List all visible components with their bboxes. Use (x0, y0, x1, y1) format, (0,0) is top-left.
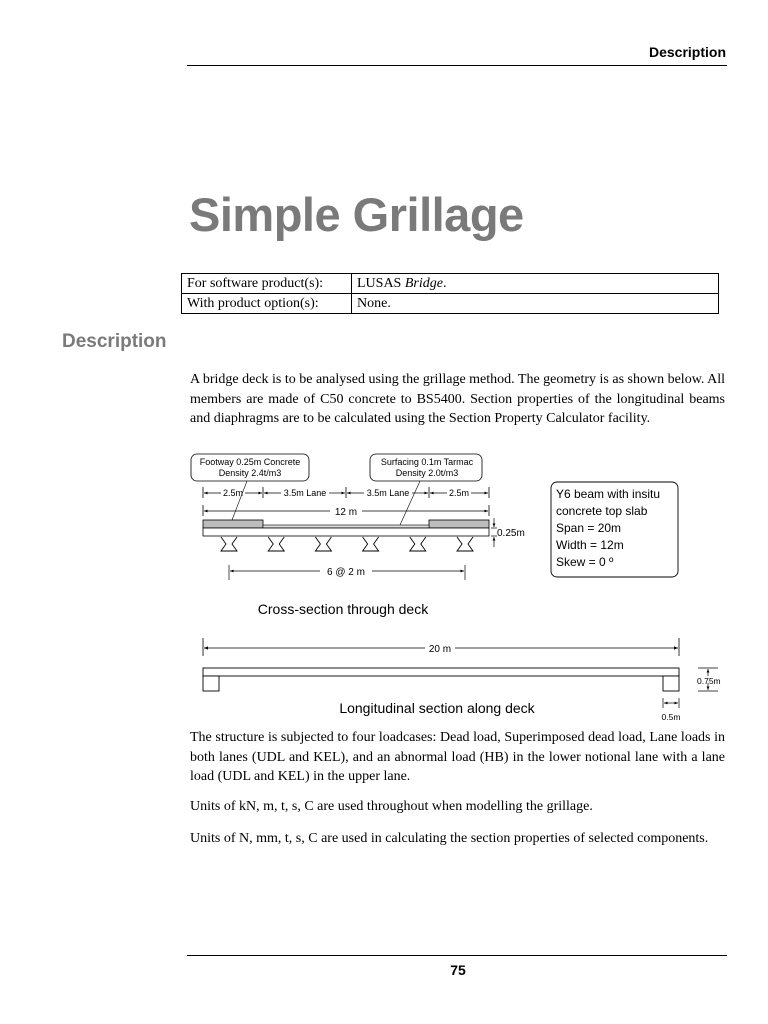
info-box (551, 482, 678, 577)
beam-5 (410, 537, 426, 551)
longitudinal-caption: Longitudinal section along deck (339, 700, 535, 716)
callout-surfacing-line1: Surfacing 0.1m Tarmac (380, 457, 474, 467)
footer-rule (187, 955, 727, 956)
page-title: Simple Grillage (189, 188, 524, 241)
value-text: LUSAS (357, 276, 405, 291)
beam-1 (221, 537, 237, 551)
info-line-2: concrete top slab (556, 504, 648, 518)
info-line-4: Width = 12m (556, 538, 624, 552)
callout-footway-line2: Density 2.4t/m3 (218, 468, 282, 478)
dim-depth: 0.25m (497, 528, 525, 539)
callout-surfacing-line2: Density 2.0t/m3 (395, 468, 459, 478)
dim-total-width: 12 m (334, 507, 358, 518)
intro-paragraph: A bridge deck is to be analysed using the grillage method. The geometry is as shown below. All members are made of C50 concrete to BS5400. Section properties of the longitudinal beams and diaphragms are to be calculated using the Section Property Calculator facility. (190, 372, 726, 426)
info-line-5: Skew = 0 º (556, 555, 614, 569)
info-line-3: Span = 20m (556, 521, 622, 535)
support-width-dimension (663, 698, 679, 708)
longitudinal-deck (203, 668, 679, 691)
beam-3 (315, 537, 331, 551)
dim-footway-left: 2.5m (222, 488, 244, 498)
cross-section-caption: Cross-section through deck (257, 601, 429, 617)
dim-footway-right: 2.5m (448, 488, 470, 498)
units-model-paragraph: Units of kN, m, t, s, C are used throughout when modelling the grillage. (190, 799, 593, 814)
dim-span: 20 m (428, 644, 452, 655)
section-heading: Description (62, 331, 167, 352)
value-end-text: . (442, 276, 447, 291)
dim-lane-1: 3.5m Lane (283, 488, 327, 498)
beam-2 (268, 537, 284, 551)
value-italic-text: Bridge (404, 276, 443, 291)
running-header: Description (648, 44, 726, 60)
page-number: 75 (450, 962, 466, 978)
info-line-1: Y6 beam with insitu (556, 487, 661, 501)
loadcases-paragraph: The structure is subjected to four loadcases: Dead load, Superimposed dead load, Lane loads in both lanes (UDL and KEL), and an abnormal load (HB) in the lower notional lane with a lane load (UDL and KEL) in the upper lane. (190, 730, 725, 784)
beams-group (221, 537, 473, 551)
units-section-paragraph: Units of N, mm, t, s, C are used in calculating the section properties of selected components. (190, 831, 709, 846)
table-cell-key: For software product(s): (182, 274, 352, 294)
callout-footway (191, 454, 309, 520)
dim-support: 0.5m (661, 712, 681, 722)
dim-lane-2: 3.5m Lane (366, 488, 410, 498)
deck-slab (203, 520, 489, 536)
value-text: None. (357, 296, 391, 311)
beam-4 (363, 537, 379, 551)
dim-beam-spacing: 6 @ 2 m (327, 567, 365, 578)
table-cell-key: With product option(s): (182, 294, 352, 314)
beam-6 (457, 537, 473, 551)
dim-long-depth: 0.75m (697, 676, 721, 686)
callout-footway-line1: Footway 0.25m Concrete (199, 457, 301, 467)
